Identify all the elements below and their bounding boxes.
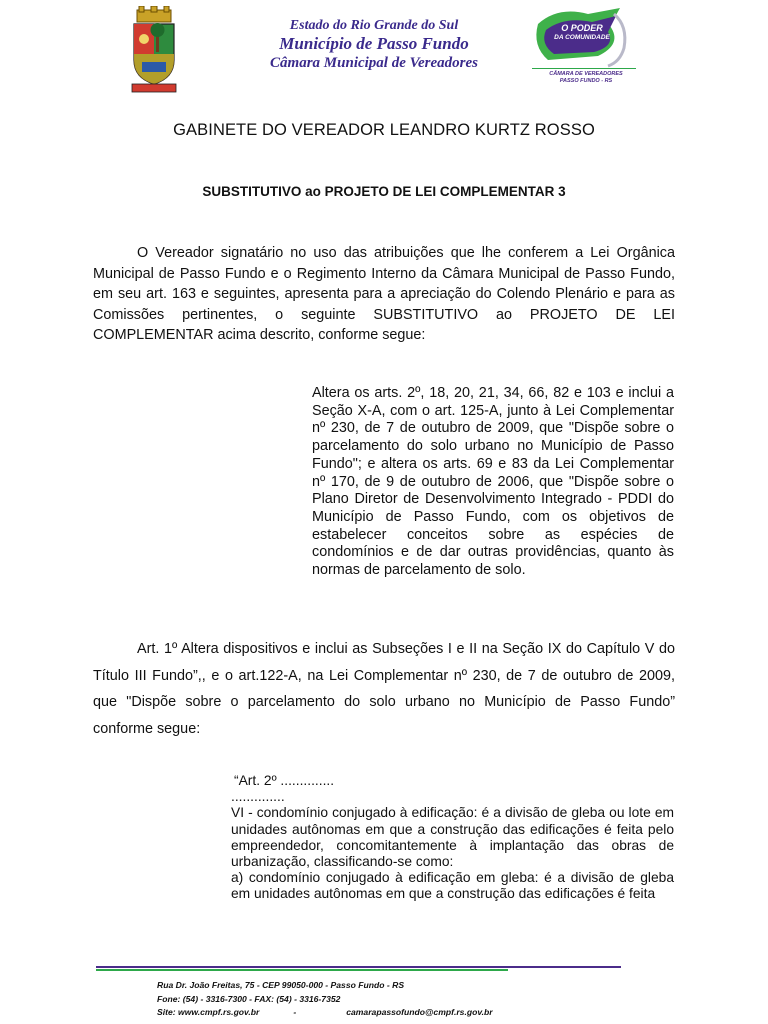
article-2-item-a: a) condomínio conjugado à edificação em gleba: é a divisão de gleba em unidades autônomas em que a construção das edificações é feita [231,870,674,902]
header-title-block [200,18,548,73]
logo-caption-line2: PASSO FUNDO - RS [559,77,613,84]
article-2-ellipsis: .............. [231,789,285,805]
intro-paragraph: O Vereador signatário no uso das atribuições que lhe conferem a Lei Orgânica Municipal de Passo Fundo e o Regimento Interno da Câmara Municipal de Passo Fundo, em seu art. 163 e seguintes, apresenta para a apreciação do Colendo Plenário e para as Comissões pertinentes, o seguinte SUBSTITUTIVO ao PROJETO DE LEI COMPLEMENTAR acima descrito, conforme segue: [93,245,675,343]
article-2-block [231,773,674,903]
logo-slogan-line2: DA COMUNIDADE [554,34,610,41]
footer-rule-green [96,969,508,971]
header-municipality: Município de Passo Fundo [279,34,469,53]
footer-rule-purple [96,966,621,968]
article-1-paragraph: Art. 1º Altera dispositivos e inclui as Subseções I e II na Seção IX do Capítulo V do Título III Fundo”,, e o art.122-A, na Lei Complementar nº 230, de 7 de outubro de 2009, que "Dispõe sobre o parcelamento do solo urbano no Município de Passo Fundo” conforme segue: [93,641,675,737]
header-chamber: Câmara Municipal de Vereadores [270,55,478,71]
office-heading: GABINETE DO VEREADOR LEANDRO KURTZ ROSSO [173,121,595,139]
logo-caption-line1: CÂMARA DE VEREADORES [549,71,623,77]
ementa-paragraph: Altera os arts. 2º, 18, 20, 21, 34, 66, 82 e 103 e inclui a Seção X-A, com o art. 125-A, junto à Lei Complementar nº 230, de 7 de outubro de 2009, que "Dispõe sobre o parcelamento do solo urbano no Município de Passo Fundo"; e altera os arts. 69 e 83 da Lei Complementar nº 170, de 9 de outubro de 2006, que "Dispõe sobre o Plano Diretor de Desenvolvimento Integrado - PDDI do Município de Passo Fundo, com os objetivos de estabelecer conceitos sobre as espécies de condomínios e de dar outras providências, quanto às normas de parcelamento de solo. [312,385,674,579]
footer-address: Rua Dr. João Freitas, 75 - CEP 99050-000 - Passo Fundo - RS [157,980,405,990]
footer-email-link[interactable]: camarapassofundo@cmpf.rs.gov.br [346,1007,493,1017]
coat-of-arms-icon [128,6,180,94]
footer-separator: - [293,1007,297,1017]
document-title: SUBSTITUTIVO ao PROJETO DE LEI COMPLEMENTAR 3 [202,184,566,199]
header-state: Estado do Rio Grande do Sul [289,18,459,33]
article-2-heading: “Art. 2º .............. [234,773,335,788]
article-2-item-vi: VI - condomínio conjugado à edificação: é a divisão de gleba ou lote em unidades autônomas em que a construção das edificações é feita pelo empreendedor, concomitantemente à implantação das obras de urbanização, classificando-se como: [231,805,674,870]
footer-phone: Fone: (54) - 3316-7300 - FAX: (54) - 3316-7352 [157,993,341,1004]
logo-slogan-line1: O PODER [561,23,603,33]
footer-site-link[interactable]: Site: www.cmpf.rs.gov.br [157,1007,260,1017]
camara-logo [528,4,640,88]
footer-contact [157,979,493,1020]
